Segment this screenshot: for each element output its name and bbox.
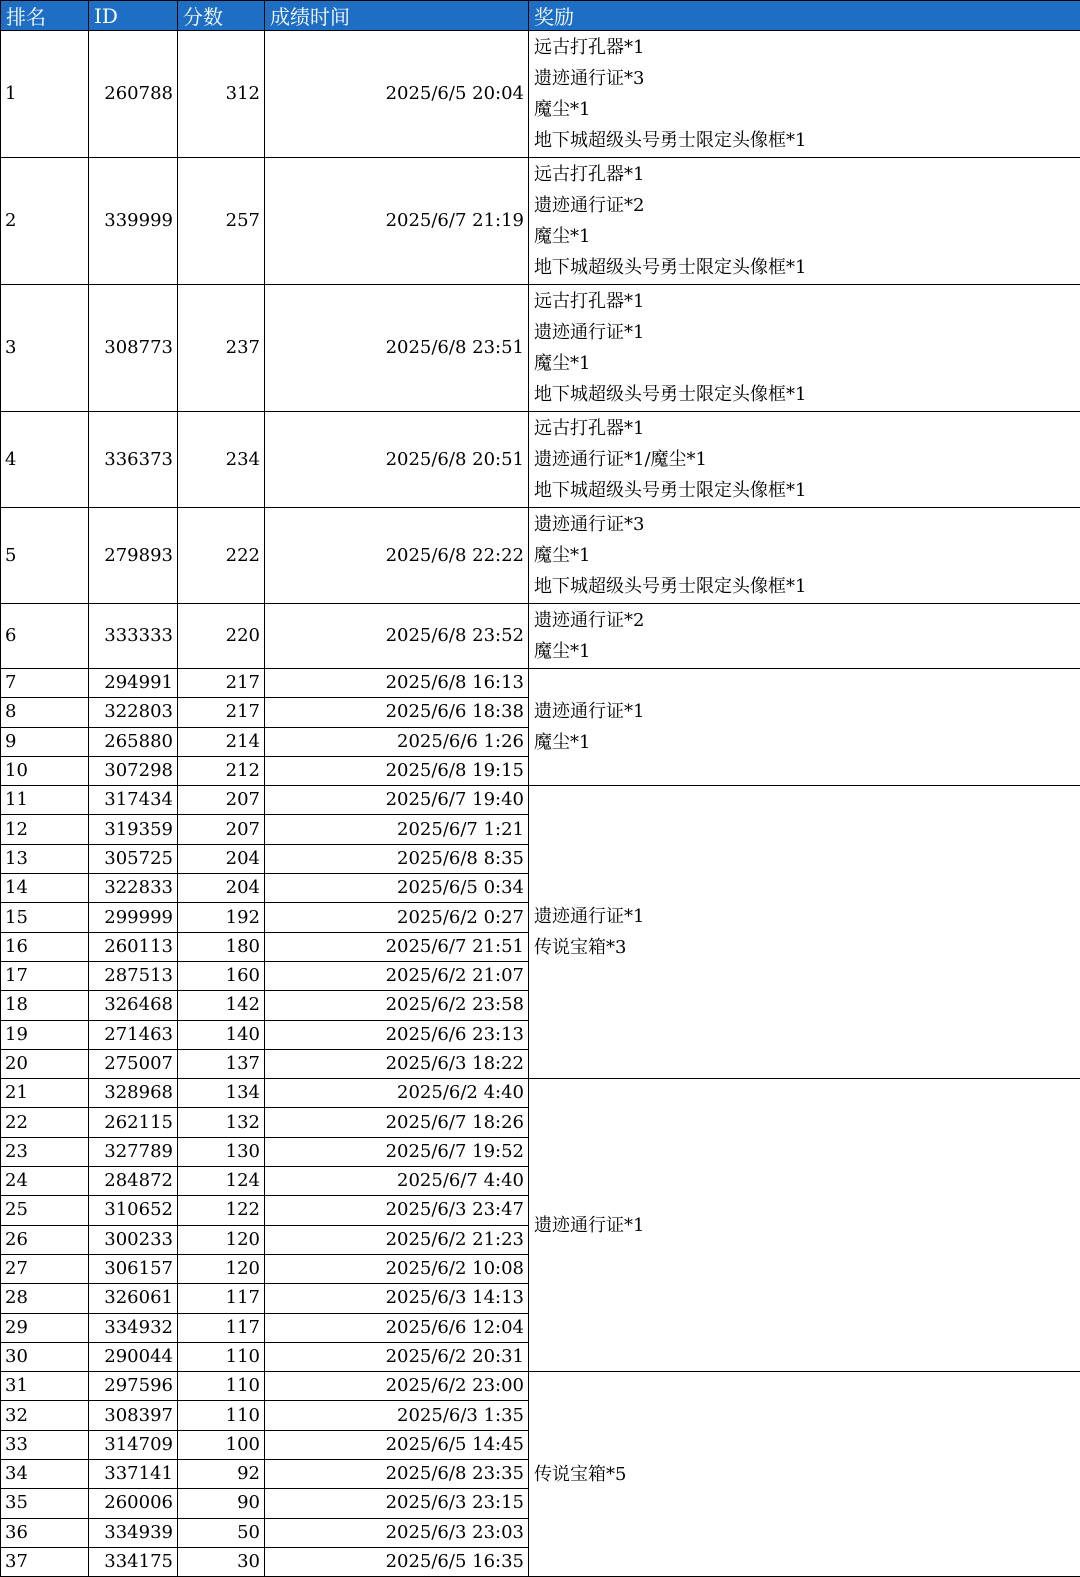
id-cell: 271463 bbox=[89, 1020, 178, 1049]
time-cell: 2025/6/2 21:07 bbox=[265, 961, 529, 990]
time-cell: 2025/6/3 23:15 bbox=[265, 1489, 529, 1518]
reward-line: 传说宝箱*5 bbox=[534, 1459, 1075, 1490]
rank-cell: 16 bbox=[1, 932, 89, 961]
id-cell: 306157 bbox=[89, 1254, 178, 1283]
time-cell: 2025/6/5 20:04 bbox=[265, 31, 529, 158]
rank-cell: 19 bbox=[1, 1020, 89, 1049]
id-cell: 260113 bbox=[89, 932, 178, 961]
score-cell: 220 bbox=[178, 604, 265, 669]
reward-line: 遗迹通行证*1 bbox=[534, 317, 1075, 348]
reward-line: 遗迹通行证*1 bbox=[534, 1210, 1075, 1241]
reward-cell bbox=[529, 1079, 1080, 1372]
id-cell: 322803 bbox=[89, 698, 178, 727]
reward-line: 遗迹通行证*1 bbox=[534, 901, 1075, 932]
time-cell: 2025/6/2 4:40 bbox=[265, 1079, 529, 1108]
time-cell: 2025/6/8 23:35 bbox=[265, 1460, 529, 1489]
reward-line: 远古打孔器*1 bbox=[534, 159, 1075, 190]
time-cell: 2025/6/6 1:26 bbox=[265, 727, 529, 756]
id-cell: 260788 bbox=[89, 31, 178, 158]
id-cell: 262115 bbox=[89, 1108, 178, 1137]
header-time: 成绩时间 bbox=[265, 1, 529, 31]
time-cell: 2025/6/2 0:27 bbox=[265, 903, 529, 932]
score-cell: 110 bbox=[178, 1342, 265, 1371]
score-cell: 204 bbox=[178, 844, 265, 873]
reward-cell bbox=[529, 786, 1080, 1079]
reward-cell bbox=[529, 285, 1080, 412]
id-cell: 310652 bbox=[89, 1196, 178, 1225]
reward-cell bbox=[529, 412, 1080, 508]
score-cell: 50 bbox=[178, 1518, 265, 1547]
time-cell: 2025/6/3 23:03 bbox=[265, 1518, 529, 1547]
reward-cell bbox=[529, 508, 1080, 604]
rank-cell: 25 bbox=[1, 1196, 89, 1225]
table-row bbox=[1, 669, 1080, 698]
rank-cell: 11 bbox=[1, 786, 89, 815]
score-cell: 234 bbox=[178, 412, 265, 508]
reward-cell bbox=[529, 158, 1080, 285]
score-cell: 132 bbox=[178, 1108, 265, 1137]
rank-cell: 18 bbox=[1, 991, 89, 1020]
time-cell: 2025/6/3 14:13 bbox=[265, 1284, 529, 1313]
score-cell: 237 bbox=[178, 285, 265, 412]
id-cell: 317434 bbox=[89, 786, 178, 815]
reward-line: 魔尘*1 bbox=[534, 636, 1075, 667]
id-cell: 328968 bbox=[89, 1079, 178, 1108]
reward-line: 传说宝箱*3 bbox=[534, 932, 1075, 963]
rank-cell: 8 bbox=[1, 698, 89, 727]
rank-cell: 37 bbox=[1, 1547, 89, 1576]
id-cell: 314709 bbox=[89, 1430, 178, 1459]
rank-cell: 12 bbox=[1, 815, 89, 844]
time-cell: 2025/6/6 18:38 bbox=[265, 698, 529, 727]
rank-cell: 23 bbox=[1, 1137, 89, 1166]
score-cell: 222 bbox=[178, 508, 265, 604]
id-cell: 334932 bbox=[89, 1313, 178, 1342]
id-cell: 334175 bbox=[89, 1547, 178, 1576]
score-cell: 140 bbox=[178, 1020, 265, 1049]
score-cell: 204 bbox=[178, 874, 265, 903]
rank-cell: 5 bbox=[1, 508, 89, 604]
score-cell: 207 bbox=[178, 786, 265, 815]
id-cell: 326468 bbox=[89, 991, 178, 1020]
reward-line: 遗迹通行证*1/魔尘*1 bbox=[534, 444, 1075, 475]
reward-line: 魔尘*1 bbox=[534, 540, 1075, 571]
reward-line: 远古打孔器*1 bbox=[534, 286, 1075, 317]
reward-line: 地下城超级头号勇士限定头像框*1 bbox=[534, 379, 1075, 410]
rank-cell: 31 bbox=[1, 1372, 89, 1401]
id-cell: 305725 bbox=[89, 844, 178, 873]
reward-line: 地下城超级头号勇士限定头像框*1 bbox=[534, 475, 1075, 506]
reward-cell bbox=[529, 1372, 1080, 1577]
rank-cell: 34 bbox=[1, 1460, 89, 1489]
time-cell: 2025/6/3 23:47 bbox=[265, 1196, 529, 1225]
id-cell: 300233 bbox=[89, 1225, 178, 1254]
score-cell: 110 bbox=[178, 1372, 265, 1401]
score-cell: 100 bbox=[178, 1430, 265, 1459]
time-cell: 2025/6/5 0:34 bbox=[265, 874, 529, 903]
rank-cell: 22 bbox=[1, 1108, 89, 1137]
reward-line: 魔尘*1 bbox=[534, 348, 1075, 379]
reward-line: 地下城超级头号勇士限定头像框*1 bbox=[534, 125, 1075, 156]
time-cell: 2025/6/8 23:52 bbox=[265, 604, 529, 669]
score-cell: 312 bbox=[178, 31, 265, 158]
header-row bbox=[1, 1, 1080, 31]
rank-cell: 2 bbox=[1, 158, 89, 285]
id-cell: 334939 bbox=[89, 1518, 178, 1547]
rank-cell: 4 bbox=[1, 412, 89, 508]
score-cell: 117 bbox=[178, 1284, 265, 1313]
time-cell: 2025/6/3 18:22 bbox=[265, 1049, 529, 1078]
score-cell: 214 bbox=[178, 727, 265, 756]
rank-cell: 28 bbox=[1, 1284, 89, 1313]
time-cell: 2025/6/8 20:51 bbox=[265, 412, 529, 508]
reward-line: 地下城超级头号勇士限定头像框*1 bbox=[534, 252, 1075, 283]
rank-cell: 36 bbox=[1, 1518, 89, 1547]
score-cell: 30 bbox=[178, 1547, 265, 1576]
reward-line: 遗迹通行证*2 bbox=[534, 190, 1075, 221]
header-id: ID bbox=[89, 1, 178, 31]
rank-cell: 29 bbox=[1, 1313, 89, 1342]
id-cell: 333333 bbox=[89, 604, 178, 669]
table-row bbox=[1, 412, 1080, 508]
time-cell: 2025/6/8 8:35 bbox=[265, 844, 529, 873]
reward-line: 魔尘*1 bbox=[534, 221, 1075, 252]
time-cell: 2025/6/2 21:23 bbox=[265, 1225, 529, 1254]
id-cell: 339999 bbox=[89, 158, 178, 285]
rank-cell: 10 bbox=[1, 756, 89, 785]
rank-cell: 30 bbox=[1, 1342, 89, 1371]
time-cell: 2025/6/7 4:40 bbox=[265, 1167, 529, 1196]
time-cell: 2025/6/7 21:19 bbox=[265, 158, 529, 285]
rank-cell: 33 bbox=[1, 1430, 89, 1459]
id-cell: 307298 bbox=[89, 756, 178, 785]
time-cell: 2025/6/6 23:13 bbox=[265, 1020, 529, 1049]
id-cell: 336373 bbox=[89, 412, 178, 508]
reward-line: 遗迹通行证*1 bbox=[534, 696, 1075, 727]
id-cell: 326061 bbox=[89, 1284, 178, 1313]
score-cell: 217 bbox=[178, 669, 265, 698]
table-row bbox=[1, 158, 1080, 285]
time-cell: 2025/6/3 1:35 bbox=[265, 1401, 529, 1430]
table-row bbox=[1, 31, 1080, 158]
rank-cell: 21 bbox=[1, 1079, 89, 1108]
score-cell: 92 bbox=[178, 1460, 265, 1489]
score-cell: 120 bbox=[178, 1254, 265, 1283]
id-cell: 260006 bbox=[89, 1489, 178, 1518]
time-cell: 2025/6/5 14:45 bbox=[265, 1430, 529, 1459]
score-cell: 212 bbox=[178, 756, 265, 785]
header-rank: 排名 bbox=[1, 1, 89, 31]
time-cell: 2025/6/7 18:26 bbox=[265, 1108, 529, 1137]
reward-line: 魔尘*1 bbox=[534, 727, 1075, 758]
id-cell: 297596 bbox=[89, 1372, 178, 1401]
time-cell: 2025/6/2 23:00 bbox=[265, 1372, 529, 1401]
rank-cell: 9 bbox=[1, 727, 89, 756]
time-cell: 2025/6/6 12:04 bbox=[265, 1313, 529, 1342]
rank-cell: 27 bbox=[1, 1254, 89, 1283]
reward-line: 远古打孔器*1 bbox=[534, 413, 1075, 444]
score-cell: 122 bbox=[178, 1196, 265, 1225]
time-cell: 2025/6/8 23:51 bbox=[265, 285, 529, 412]
table-body bbox=[1, 31, 1080, 1577]
id-cell: 287513 bbox=[89, 961, 178, 990]
score-cell: 110 bbox=[178, 1401, 265, 1430]
rank-cell: 26 bbox=[1, 1225, 89, 1254]
id-cell: 284872 bbox=[89, 1167, 178, 1196]
id-cell: 279893 bbox=[89, 508, 178, 604]
id-cell: 299999 bbox=[89, 903, 178, 932]
header-score: 分数 bbox=[178, 1, 265, 31]
rank-cell: 35 bbox=[1, 1489, 89, 1518]
rank-cell: 7 bbox=[1, 669, 89, 698]
header-reward: 奖励 bbox=[529, 1, 1080, 31]
table-row bbox=[1, 1079, 1080, 1108]
rank-cell: 1 bbox=[1, 31, 89, 158]
time-cell: 2025/6/7 1:21 bbox=[265, 815, 529, 844]
rank-cell: 6 bbox=[1, 604, 89, 669]
reward-cell bbox=[529, 604, 1080, 669]
id-cell: 327789 bbox=[89, 1137, 178, 1166]
score-cell: 120 bbox=[178, 1225, 265, 1254]
time-cell: 2025/6/2 23:58 bbox=[265, 991, 529, 1020]
score-cell: 257 bbox=[178, 158, 265, 285]
time-cell: 2025/6/7 21:51 bbox=[265, 932, 529, 961]
time-cell: 2025/6/8 22:22 bbox=[265, 508, 529, 604]
rank-cell: 3 bbox=[1, 285, 89, 412]
reward-line: 遗迹通行证*3 bbox=[534, 509, 1075, 540]
rank-cell: 32 bbox=[1, 1401, 89, 1430]
id-cell: 337141 bbox=[89, 1460, 178, 1489]
score-cell: 130 bbox=[178, 1137, 265, 1166]
time-cell: 2025/6/2 20:31 bbox=[265, 1342, 529, 1371]
id-cell: 275007 bbox=[89, 1049, 178, 1078]
id-cell: 294991 bbox=[89, 669, 178, 698]
table-row bbox=[1, 1372, 1080, 1401]
time-cell: 2025/6/7 19:52 bbox=[265, 1137, 529, 1166]
score-cell: 160 bbox=[178, 961, 265, 990]
rank-cell: 20 bbox=[1, 1049, 89, 1078]
score-cell: 90 bbox=[178, 1489, 265, 1518]
score-cell: 117 bbox=[178, 1313, 265, 1342]
id-cell: 308397 bbox=[89, 1401, 178, 1430]
score-cell: 180 bbox=[178, 932, 265, 961]
time-cell: 2025/6/8 19:15 bbox=[265, 756, 529, 785]
rank-cell: 13 bbox=[1, 844, 89, 873]
score-cell: 142 bbox=[178, 991, 265, 1020]
score-cell: 207 bbox=[178, 815, 265, 844]
id-cell: 290044 bbox=[89, 1342, 178, 1371]
reward-line: 遗迹通行证*2 bbox=[534, 605, 1075, 636]
rank-cell: 17 bbox=[1, 961, 89, 990]
score-cell: 217 bbox=[178, 698, 265, 727]
table-row bbox=[1, 285, 1080, 412]
reward-line: 魔尘*1 bbox=[534, 94, 1075, 125]
reward-cell bbox=[529, 669, 1080, 786]
score-cell: 192 bbox=[178, 903, 265, 932]
rank-cell: 14 bbox=[1, 874, 89, 903]
time-cell: 2025/6/8 16:13 bbox=[265, 669, 529, 698]
reward-line: 远古打孔器*1 bbox=[534, 32, 1075, 63]
rank-cell: 24 bbox=[1, 1167, 89, 1196]
reward-cell bbox=[529, 31, 1080, 158]
reward-line: 地下城超级头号勇士限定头像框*1 bbox=[534, 571, 1075, 602]
id-cell: 322833 bbox=[89, 874, 178, 903]
id-cell: 319359 bbox=[89, 815, 178, 844]
score-cell: 137 bbox=[178, 1049, 265, 1078]
time-cell: 2025/6/2 10:08 bbox=[265, 1254, 529, 1283]
time-cell: 2025/6/5 16:35 bbox=[265, 1547, 529, 1576]
time-cell: 2025/6/7 19:40 bbox=[265, 786, 529, 815]
table-row bbox=[1, 786, 1080, 815]
table-row bbox=[1, 508, 1080, 604]
id-cell: 265880 bbox=[89, 727, 178, 756]
score-cell: 134 bbox=[178, 1079, 265, 1108]
id-cell: 308773 bbox=[89, 285, 178, 412]
reward-line: 遗迹通行证*3 bbox=[534, 63, 1075, 94]
score-cell: 124 bbox=[178, 1167, 265, 1196]
rank-cell: 15 bbox=[1, 903, 89, 932]
table-row bbox=[1, 604, 1080, 669]
